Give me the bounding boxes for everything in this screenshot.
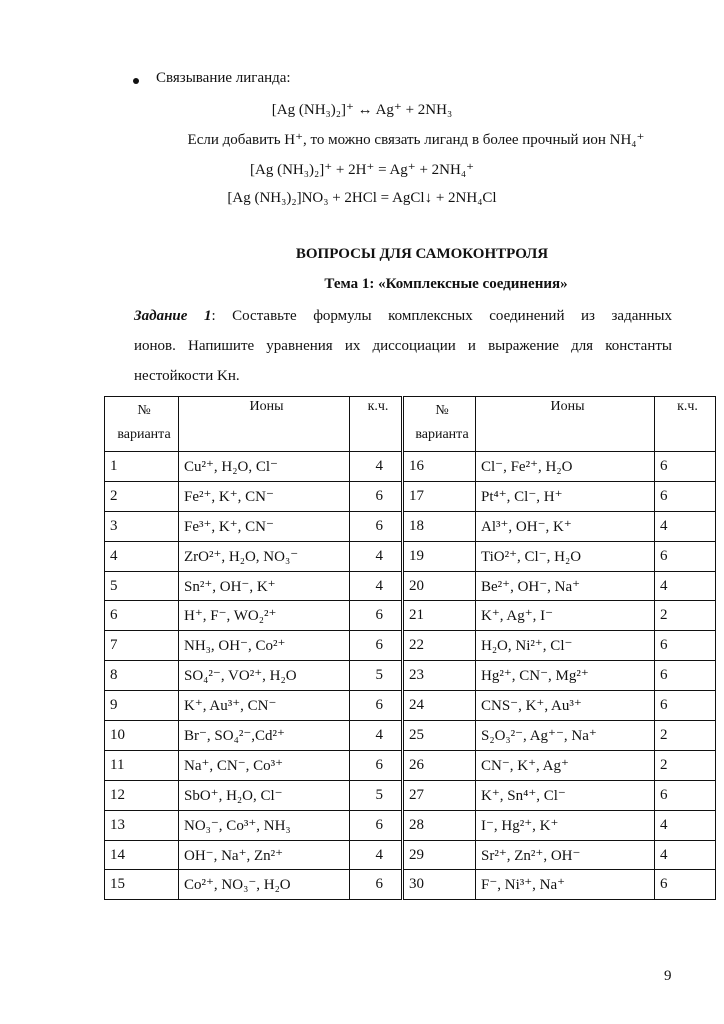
section-heading: ВОПРОСЫ ДЛЯ САМОКОНТРОЛЯ xyxy=(295,246,549,262)
variant-number: 27 xyxy=(403,780,476,810)
variant-number: 20 xyxy=(403,571,476,601)
coordination-number: 5 xyxy=(350,780,403,810)
ions-cell: Hg²⁺, CN⁻, Mg²⁺ xyxy=(476,661,655,691)
ions-cell: Al³⁺, OH⁻, K⁺ xyxy=(476,511,655,541)
note-text: Если добавить H⁺, то можно связать лиганд в более прочный ион NH₄⁺ xyxy=(187,132,645,148)
variant-number: 13 xyxy=(105,810,179,840)
ions-cell: Fe²⁺, K⁺, CN⁻ xyxy=(179,481,350,511)
coordination-number: 6 xyxy=(350,601,403,631)
ions-cell: Fe³⁺, K⁺, CN⁻ xyxy=(179,511,350,541)
ions-cell: F⁻, Ni³⁺, Na⁺ xyxy=(476,870,655,900)
table-row xyxy=(105,571,716,601)
equation-3: [Ag (NH₃)₂]NO₃ + 2HCl = AgCl↓ + 2NH₄Cl xyxy=(227,190,497,206)
header-variant-right: № варианта xyxy=(403,397,476,452)
task-line-2: ионов. Напишите уравнения их диссоциации и выражение для константы xyxy=(134,338,672,354)
coordination-number: 6 xyxy=(350,750,403,780)
table-row xyxy=(105,870,716,900)
task-line-1: : Составьте формулы комплексных соединений из заданных xyxy=(211,308,672,324)
ions-cell: K⁺, Sn⁴⁺, Cl⁻ xyxy=(476,780,655,810)
variant-number: 14 xyxy=(105,840,179,870)
table-row xyxy=(105,631,716,661)
variant-number: 17 xyxy=(403,481,476,511)
table-row xyxy=(105,481,716,511)
coordination-number: 6 xyxy=(655,541,716,571)
ions-cell: NH₃, OH⁻, Co²⁺ xyxy=(179,631,350,661)
ions-cell: NO₃⁻, Co³⁺, NH₃ xyxy=(179,810,350,840)
coordination-number: 2 xyxy=(655,750,716,780)
header-variant-left: № варианта xyxy=(105,397,179,452)
variant-number: 15 xyxy=(105,870,179,900)
variant-number: 21 xyxy=(403,601,476,631)
ions-cell: K⁺, Ag⁺, I⁻ xyxy=(476,601,655,631)
variant-number: 22 xyxy=(403,631,476,661)
coordination-number: 6 xyxy=(655,691,716,721)
table-row xyxy=(105,511,716,541)
table-row xyxy=(105,691,716,721)
coordination-number: 6 xyxy=(655,481,716,511)
table-row xyxy=(105,541,716,571)
ions-cell: SO₄²⁻, VO²⁺, H₂O xyxy=(179,661,350,691)
ions-cell: Cl⁻, Fe²⁺, H₂O xyxy=(476,452,655,482)
table-row xyxy=(105,452,716,482)
ions-cell: Pt⁴⁺, Cl⁻, H⁺ xyxy=(476,481,655,511)
ions-cell: K⁺, Au³⁺, CN⁻ xyxy=(179,691,350,721)
coordination-number: 4 xyxy=(350,541,403,571)
variant-number: 8 xyxy=(105,661,179,691)
ions-cell: OH⁻, Na⁺, Zn²⁺ xyxy=(179,840,350,870)
ions-cell: CN⁻, K⁺, Ag⁺ xyxy=(476,750,655,780)
coordination-number: 6 xyxy=(350,511,403,541)
ions-cell: Na⁺, CN⁻, Co³⁺ xyxy=(179,750,350,780)
task-paragraph xyxy=(134,301,672,391)
bullet-text: Связывание лиганда: xyxy=(156,70,291,86)
header-kc-right: к.ч. xyxy=(655,397,716,452)
equation-2: [Ag (NH₃)₂]⁺ + 2H⁺ = Ag⁺ + 2NH₄⁺ xyxy=(250,162,474,178)
equation-1: [Ag (NH₃)₂]⁺ ↔ Ag⁺ + 2NH₃ xyxy=(271,102,453,118)
task-line-3: нестойкости Kн. xyxy=(134,368,240,384)
ions-cell: I⁻, Hg²⁺, K⁺ xyxy=(476,810,655,840)
ions-cell: Be²⁺, OH⁻, Na⁺ xyxy=(476,571,655,601)
coordination-number: 6 xyxy=(350,810,403,840)
variant-number: 24 xyxy=(403,691,476,721)
variant-number: 19 xyxy=(403,541,476,571)
coordination-number: 4 xyxy=(655,571,716,601)
variant-number: 10 xyxy=(105,721,179,751)
variant-number: 1 xyxy=(105,452,179,482)
variant-number: 11 xyxy=(105,750,179,780)
table-row xyxy=(105,601,716,631)
variants-table xyxy=(104,396,716,900)
coordination-number: 4 xyxy=(350,571,403,601)
coordination-number: 5 xyxy=(350,661,403,691)
variant-number: 29 xyxy=(403,840,476,870)
table-row xyxy=(105,840,716,870)
table-row xyxy=(105,661,716,691)
coordination-number: 6 xyxy=(655,870,716,900)
ions-cell: Co²⁺, NO₃⁻, H₂O xyxy=(179,870,350,900)
coordination-number: 4 xyxy=(655,511,716,541)
coordination-number: 6 xyxy=(350,631,403,661)
coordination-number: 6 xyxy=(655,661,716,691)
header-kc-left: к.ч. xyxy=(350,397,403,452)
variant-number: 25 xyxy=(403,721,476,751)
bullet-dot xyxy=(133,78,139,84)
ions-cell: S₂O₃²⁻, Ag⁺⁻, Na⁺ xyxy=(476,721,655,751)
topic-title: Тема 1: «Комплексные соединения» xyxy=(324,276,568,292)
coordination-number: 4 xyxy=(350,721,403,751)
ions-cell: CNS⁻, K⁺, Au³⁺ xyxy=(476,691,655,721)
ions-cell: TiO²⁺, Cl⁻, H₂O xyxy=(476,541,655,571)
variant-number: 23 xyxy=(403,661,476,691)
ions-cell: H₂O, Ni²⁺, Cl⁻ xyxy=(476,631,655,661)
ions-cell: H⁺, F⁻, WO₂²⁺ xyxy=(179,601,350,631)
table-header-row xyxy=(105,397,716,452)
header-ions-right: Ионы xyxy=(476,397,655,452)
variant-number: 30 xyxy=(403,870,476,900)
ions-cell: ZrO²⁺, H₂O, NO₃⁻ xyxy=(179,541,350,571)
variant-number: 12 xyxy=(105,780,179,810)
variant-number: 5 xyxy=(105,571,179,601)
variant-number: 3 xyxy=(105,511,179,541)
table-row xyxy=(105,780,716,810)
table-row xyxy=(105,810,716,840)
variant-number: 26 xyxy=(403,750,476,780)
page-number: 9 xyxy=(664,968,672,984)
header-ions-left: Ионы xyxy=(179,397,350,452)
variant-number: 4 xyxy=(105,541,179,571)
ions-cell: Br⁻, SO₄²⁻,Cd²⁺ xyxy=(179,721,350,751)
ions-cell: Sr²⁺, Zn²⁺, OH⁻ xyxy=(476,840,655,870)
table-row xyxy=(105,750,716,780)
coordination-number: 6 xyxy=(350,870,403,900)
coordination-number: 4 xyxy=(655,810,716,840)
coordination-number: 6 xyxy=(655,780,716,810)
variant-number: 28 xyxy=(403,810,476,840)
coordination-number: 2 xyxy=(655,721,716,751)
coordination-number: 2 xyxy=(655,601,716,631)
coordination-number: 4 xyxy=(655,840,716,870)
coordination-number: 6 xyxy=(350,481,403,511)
coordination-number: 4 xyxy=(350,840,403,870)
variant-number: 16 xyxy=(403,452,476,482)
variant-number: 18 xyxy=(403,511,476,541)
coordination-number: 6 xyxy=(655,631,716,661)
table-row xyxy=(105,721,716,751)
task-label: Задание 1 xyxy=(134,308,212,324)
variant-number: 2 xyxy=(105,481,179,511)
coordination-number: 6 xyxy=(350,691,403,721)
variant-number: 6 xyxy=(105,601,179,631)
variant-number: 9 xyxy=(105,691,179,721)
ions-cell: SbO⁺, H₂O, Cl⁻ xyxy=(179,780,350,810)
coordination-number: 4 xyxy=(350,452,403,482)
ions-cell: Sn²⁺, OH⁻, K⁺ xyxy=(179,571,350,601)
variant-number: 7 xyxy=(105,631,179,661)
coordination-number: 6 xyxy=(655,452,716,482)
ions-cell: Cu²⁺, H₂O, Cl⁻ xyxy=(179,452,350,482)
